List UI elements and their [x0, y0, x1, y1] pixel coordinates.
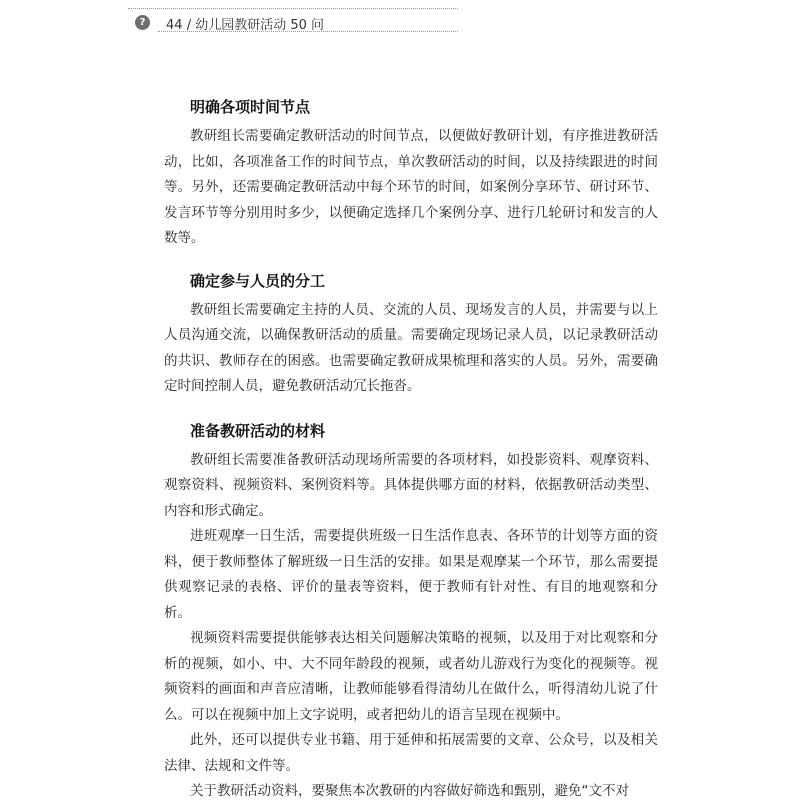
page-number: 44: [166, 18, 183, 33]
page-body: [164, 96, 658, 805]
paragraph: 进班观摩一日生活，需要提供班级一日生活作息表、各环节的计划等方面的资料，便于教师整体了解班级一日生活的安排。如果是观摩某一个环节，那么需要提供观察记录的表格、评价的量表等资料，便于教师有针对性、有目的地观察和分析。: [164, 528, 658, 621]
header-separator: /: [186, 18, 192, 33]
section-heading: 明确各项时间节点: [190, 98, 311, 116]
book-title: 幼儿园教研活动 50 问: [195, 18, 325, 33]
header-rule: [158, 31, 458, 32]
paragraph: 视频资料需要提供能够表达相关问题解决策略的视频，以及用于对比观察和分析的视频，如小、中、大不同年龄段的视频，或者幼儿游戏行为变化的视频等。视频资料的画面和声音应清晰，让教师能够看得清幼儿在做什么，听得清幼儿说了什么。可以在视频中加上文字说明，或者把幼儿的语言呈现在视频中。: [164, 630, 658, 723]
paragraph: 此外，还可以提供专业书籍、用于延伸和拓展需要的文章、公众号，以及相关法律、法规和文件等。: [164, 732, 658, 774]
paragraph: 关于教研活动资料，要聚焦本次教研的内容做好筛选和甄别，避免“文不对: [190, 783, 629, 799]
paragraph: 教研组长需要准备教研活动现场所需要的各项材料，如投影资料、观摩资料、观察资料、视频资料、案例资料等。具体提供哪方面的材料，依据教研活动类型、内容和形式确定。: [164, 451, 658, 519]
section-heading: 确定参与人员的分工: [190, 271, 326, 290]
question-mark-icon: ?: [135, 15, 150, 30]
paragraph: 教研组长需要确定主持的人员、交流的人员、现场发言的人员，并需要与以上人员沟通交流，以确保教研活动的质量。需要确定现场记录人员，以记录教研活动的共识、教师存在的困惑。也需要确定教研成果梳理和落实的人员。另外，需要确定时间控制人员，避免教研活动冗长拖沓。: [164, 301, 658, 394]
section-heading: 准备教研活动的材料: [190, 421, 326, 440]
paragraph: 教研组长需要确定教研活动的时间节点，以便做好教研计划，有序推进教研活动，比如，各项准备工作的时间节点，单次教研活动的时间，以及持续跟进的时间等。另外，还需要确定教研活动中每个环节的时间，如案例分享环节、研讨环节、发言环节等分别用时多少，以便确定选择几个案例分享、进行几轮研讨和发言的人数等。: [164, 128, 658, 246]
running-header: [128, 8, 458, 31]
